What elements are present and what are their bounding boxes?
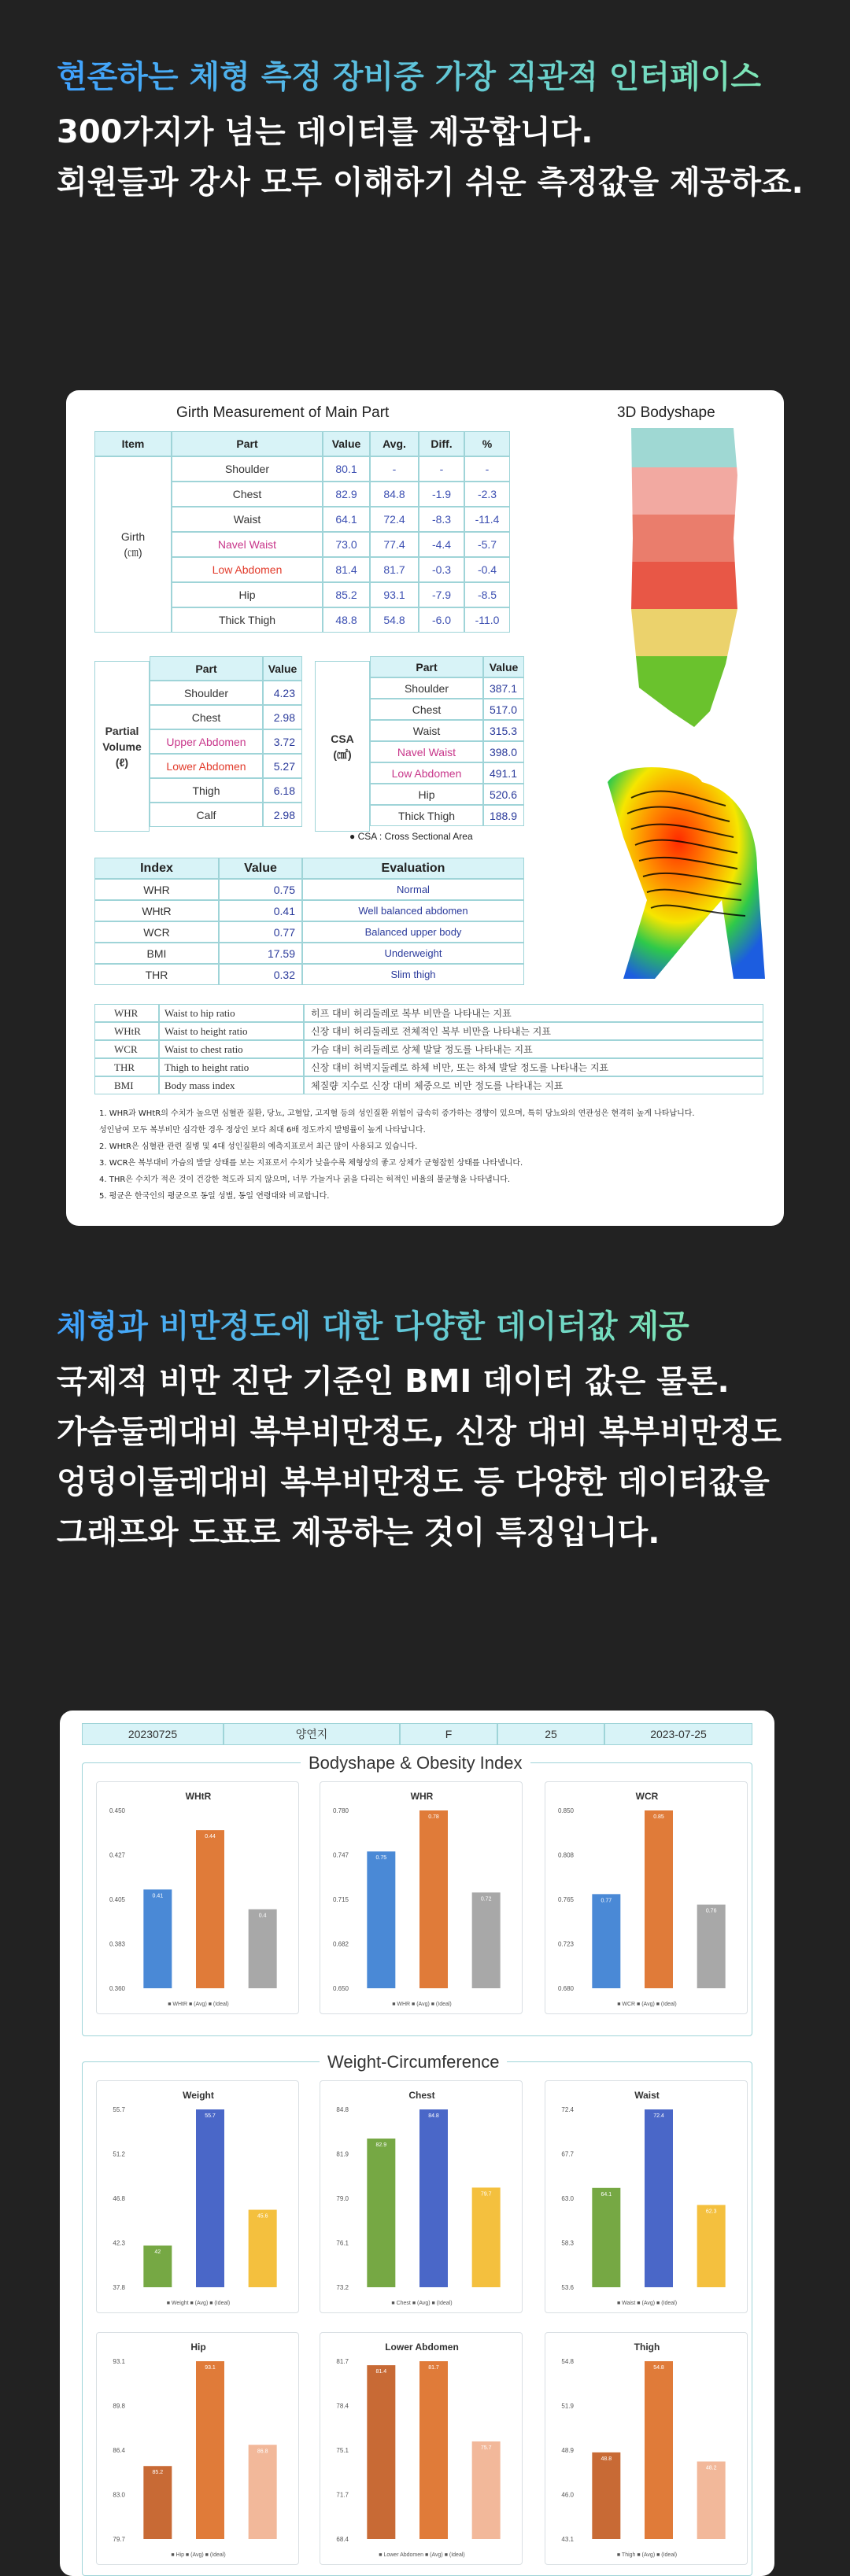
partial-part-cell: Thigh: [150, 778, 263, 803]
index-name-cell: WCR: [94, 921, 219, 943]
y-tick-label: 43.1: [561, 2536, 574, 2543]
chart-svg: [97, 1782, 300, 2015]
y-tick-label: 51.9: [561, 2402, 574, 2410]
y-tick-label: 0.360: [109, 1985, 125, 1992]
bar-value-label: 75.7: [480, 2445, 492, 2451]
member-info-cell: 20230725: [82, 1723, 224, 1745]
bar-value-label: 81.7: [428, 2365, 439, 2371]
girth-part-cell: Navel Waist: [172, 532, 323, 557]
bar: [367, 2139, 395, 2287]
index-header-cell: Evaluation: [302, 858, 524, 879]
index-eval-cell: Underweight: [302, 943, 524, 964]
chart-legend: ■ WHtR ■ (Avg) ■ (Ideal): [168, 2002, 229, 2007]
def-desc-cell: 히프 대비 허리둘레로 복부 비만을 나타내는 지표: [304, 1004, 763, 1022]
girth-part-cell: Low Abdomen: [172, 557, 323, 582]
y-tick-label: 0.765: [557, 1896, 574, 1903]
y-tick-label: 79.7: [113, 2536, 125, 2543]
index-name-cell: THR: [94, 964, 219, 985]
bar-value-label: 0.77: [601, 1898, 612, 1904]
y-tick-label: 81.7: [336, 2358, 349, 2365]
csa-note: ● CSA : Cross Sectional Area: [349, 831, 473, 842]
girth-diff-cell: -6.0: [419, 607, 464, 633]
bar-value-label: 72.4: [653, 2113, 664, 2119]
bar: [697, 2205, 726, 2287]
y-tick-label: 83.0: [113, 2491, 125, 2499]
y-tick-label: 0.383: [109, 1940, 125, 1948]
y-tick-label: 0.780: [332, 1807, 349, 1814]
def-abbr-cell: THR: [94, 1058, 159, 1076]
girth-part-cell: Shoulder: [172, 456, 323, 482]
bar: [472, 2441, 501, 2539]
bar-value-label: 0.4: [258, 1913, 267, 1919]
y-tick-label: 0.808: [557, 1851, 574, 1859]
partial-part-cell: Lower Abdomen: [150, 754, 263, 778]
def-desc-cell: 가슴 대비 허리둘레로 상체 발달 정도를 나타내는 지표: [304, 1040, 763, 1058]
y-tick-label: 0.682: [332, 1940, 349, 1948]
y-tick-label: 0.850: [557, 1807, 574, 1814]
girth-item-label: Girth (㎝): [94, 456, 172, 633]
csa-value-cell: 315.3: [483, 720, 524, 741]
girth-header-cell: Item: [94, 431, 172, 456]
bar: [196, 2361, 224, 2539]
y-tick-label: 71.7: [336, 2491, 349, 2499]
csa-value-cell: 387.1: [483, 677, 524, 699]
chart-legend: ■ Hip ■ (Avg) ■ (Ideal): [171, 2552, 226, 2558]
report-note-line: 1. WHR과 WHtR의 수치가 높으면 심혈관 질환, 당뇨, 고혈압, 고지혈 등의 성인질환 위험이 급속히 증가하는 경향이 있으며, 특히 당뇨와의 연관성은 현격히 높게 나타납니다.: [99, 1109, 695, 1118]
member-info-cell: 25: [497, 1723, 604, 1745]
girth-pct-cell: -2.3: [464, 482, 510, 507]
girth-report-card: [66, 390, 784, 1226]
def-desc-cell: 신장 대비 허리둘레로 전체적인 복부 비만을 나타내는 지표: [304, 1022, 763, 1040]
bar-value-label: 42: [154, 2249, 161, 2255]
y-tick-label: 78.4: [336, 2402, 349, 2410]
bar-value-label: 85.2: [152, 2470, 164, 2476]
partial-volume-label: Partial Volume (ℓ): [94, 661, 150, 832]
y-tick-label: 46.0: [561, 2491, 574, 2499]
report-note-line: 성인남여 모두 복부비만 심각한 경우 정상인 보다 최대 6배 정도까지 발병률이 높게 나타납니다.: [99, 1126, 426, 1135]
y-tick-label: 53.6: [561, 2284, 574, 2291]
def-abbr-cell: WCR: [94, 1040, 159, 1058]
y-tick-label: 0.747: [332, 1851, 349, 1859]
chart-svg: [545, 2081, 748, 2314]
partial-value-cell: 5.27: [263, 754, 302, 778]
girth-pct-cell: -5.7: [464, 532, 510, 557]
index-value-cell: 0.41: [219, 900, 302, 921]
csa-part-cell: Thick Thigh: [370, 805, 483, 826]
csa-part-cell: Hip: [370, 784, 483, 805]
bar-value-label: 0.44: [205, 1834, 216, 1840]
chart-title: WHR: [410, 1791, 434, 1802]
y-tick-label: 55.7: [113, 2106, 125, 2113]
csa-value-cell: 491.1: [483, 762, 524, 784]
y-tick-label: 42.3: [113, 2239, 125, 2247]
bar-value-label: 62.3: [705, 2209, 717, 2215]
y-tick-label: 58.3: [561, 2239, 574, 2247]
def-abbr-cell: WHR: [94, 1004, 159, 1022]
group1-title: Bodyshape & Obesity Index: [301, 1753, 530, 1773]
bar-value-label: 0.72: [480, 1896, 492, 1902]
chart-svg: [97, 2081, 300, 2314]
csa-part-cell: Shoulder: [370, 677, 483, 699]
section2-body: 국제적 비만 진단 기준인 BMI 데이터 값은 물론. 가슴둘레대비 복부비만정도, 신장 대비 복부비만정도 엉덩이둘레대비 복부비만정도 등 다양한 데이터값을 그래프와 도표로 제공하는 것이 특징입니다.: [57, 1364, 782, 1551]
index-eval-cell: Slim thigh: [302, 964, 524, 985]
bar-value-label: 48.8: [601, 2456, 612, 2462]
y-tick-label: 51.2: [113, 2150, 125, 2158]
girth-avg-cell: -: [370, 456, 419, 482]
bar-chart-weight: [96, 2080, 299, 2313]
y-tick-label: 48.9: [561, 2447, 574, 2454]
bar-value-label: 84.8: [428, 2113, 439, 2119]
y-tick-label: 54.8: [561, 2358, 574, 2365]
report-note-line: 5. 평균은 한국인의 평균으로 동일 성별, 동일 연령대와 비교합니다.: [99, 1192, 330, 1201]
bar: [367, 2365, 395, 2539]
bar: [196, 1830, 224, 1988]
y-tick-label: 72.4: [561, 2106, 574, 2113]
bar-value-label: 82.9: [375, 2142, 387, 2149]
bar: [645, 2109, 673, 2287]
chart-legend: ■ Lower Abdomen ■ (Avg) ■ (Ideal): [379, 2552, 465, 2558]
chart-svg: [545, 1782, 748, 2015]
partial-value-cell: 6.18: [263, 778, 302, 803]
girth-avg-cell: 84.8: [370, 482, 419, 507]
partial-part-cell: Upper Abdomen: [150, 729, 263, 754]
bar: [472, 2187, 501, 2287]
y-tick-label: 0.650: [332, 1985, 349, 1992]
chart-title: Chest: [408, 2090, 435, 2101]
bar: [592, 1894, 620, 1988]
girth-diff-cell: -1.9: [419, 482, 464, 507]
chart-legend: ■ WCR ■ (Avg) ■ (Ideal): [617, 2002, 677, 2007]
chart-title: Weight: [183, 2090, 214, 2101]
group2-title: Weight-Circumference: [320, 2052, 507, 2072]
chart-title: WCR: [635, 1791, 659, 1802]
y-tick-label: 46.8: [113, 2195, 125, 2202]
girth-value-cell: 64.1: [323, 507, 370, 532]
girth-part-cell: Thick Thigh: [172, 607, 323, 633]
girth-value-cell: 48.8: [323, 607, 370, 633]
section1-headline: 현존하는 체형 측정 장비중 가장 직관적 인터페이스: [57, 55, 761, 99]
girth-pct-cell: -8.5: [464, 582, 510, 607]
section-interface: [0, 0, 850, 1226]
def-abbr-cell: BMI: [94, 1076, 159, 1094]
chart-svg: [320, 2081, 523, 2314]
def-abbr-cell: WHtR: [94, 1022, 159, 1040]
def-desc-cell: 체질량 지수로 신장 대비 체중으로 비만 정도를 나타내는 지표: [304, 1076, 763, 1094]
partial-header-cell: Value: [263, 656, 302, 681]
girth-title: Girth Measurement of Main Part: [176, 404, 390, 421]
y-tick-label: 89.8: [113, 2402, 125, 2410]
girth-pct-cell: -: [464, 456, 510, 482]
y-tick-label: 0.427: [109, 1851, 125, 1859]
y-tick-label: 0.680: [557, 1985, 574, 1992]
bar: [697, 2461, 726, 2539]
girth-part-cell: Chest: [172, 482, 323, 507]
girth-diff-cell: -8.3: [419, 507, 464, 532]
y-tick-label: 93.1: [113, 2358, 125, 2365]
bar: [472, 1892, 501, 1988]
partial-value-cell: 2.98: [263, 705, 302, 729]
report-note-line: 3. WCR은 복부대비 가슴의 발달 상태를 보는 지표로서 수치가 낮을수록 체형상의 좋고 상체가 균형잡힌 상태를 나타냅니다.: [99, 1159, 523, 1168]
girth-avg-cell: 77.4: [370, 532, 419, 557]
girth-header-cell: Part: [172, 431, 323, 456]
index-eval-cell: Normal: [302, 879, 524, 900]
girth-avg-cell: 81.7: [370, 557, 419, 582]
csa-part-cell: Navel Waist: [370, 741, 483, 762]
y-tick-label: 86.4: [113, 2447, 125, 2454]
y-tick-label: 79.0: [336, 2195, 349, 2202]
bar: [697, 1905, 726, 1988]
girth-part-cell: Waist: [172, 507, 323, 532]
csa-part-cell: Waist: [370, 720, 483, 741]
csa-value-cell: 517.0: [483, 699, 524, 720]
def-name-cell: Waist to height ratio: [159, 1022, 304, 1040]
y-tick-label: 67.7: [561, 2150, 574, 2158]
csa-label: CSA (㎠): [315, 661, 370, 832]
chart-svg: [320, 1782, 523, 2015]
girth-header-cell: Avg.: [370, 431, 419, 456]
bar-value-label: 0.78: [428, 1814, 439, 1820]
index-eval-cell: Well balanced abdomen: [302, 900, 524, 921]
bar-chart-thigh: [545, 2332, 748, 2565]
partial-value-cell: 4.23: [263, 681, 302, 705]
section-data: [0, 1226, 850, 2567]
girth-header-cell: Value: [323, 431, 370, 456]
bar: [419, 2361, 448, 2539]
member-info-cell: 양연지: [224, 1723, 400, 1745]
obesity-report-card: [60, 1711, 774, 2576]
girth-diff-cell: -4.4: [419, 532, 464, 557]
girth-value-cell: 85.2: [323, 582, 370, 607]
csa-part-cell: Low Abdomen: [370, 762, 483, 784]
index-value-cell: 0.75: [219, 879, 302, 900]
csa-value-cell: 520.6: [483, 784, 524, 805]
y-tick-label: 81.9: [336, 2150, 349, 2158]
girth-avg-cell: 72.4: [370, 507, 419, 532]
csa-part-cell: Chest: [370, 699, 483, 720]
index-value-cell: 17.59: [219, 943, 302, 964]
section1-body: 300가지가 넘는 데이터를 제공합니다. 회원들과 강사 모두 이해하기 쉬운 측정값을 제공하죠.: [57, 114, 804, 201]
bar-value-label: 81.4: [375, 2369, 387, 2375]
partial-part-cell: Chest: [150, 705, 263, 729]
bar: [249, 2445, 277, 2539]
bar: [249, 1910, 277, 1988]
chart-title: Hip: [190, 2342, 206, 2353]
girth-value-cell: 73.0: [323, 532, 370, 557]
girth-avg-cell: 93.1: [370, 582, 419, 607]
girth-pct-cell: -11.0: [464, 607, 510, 633]
bar-value-label: 0.76: [705, 1908, 717, 1914]
chart-svg: [320, 2333, 523, 2566]
report-note-line: 2. WHtR은 심혈관 관련 질병 및 4대 성인질환의 예측지표로서 최근 많이 사용되고 있습니다.: [99, 1142, 418, 1151]
bar-chart-chest: [320, 2080, 523, 2313]
bar: [367, 1851, 395, 1988]
bar-value-label: 45.6: [257, 2213, 268, 2220]
bar-chart-wcr: [545, 1781, 748, 2014]
csa-value-cell: 188.9: [483, 805, 524, 826]
bar-value-label: 55.7: [205, 2113, 216, 2119]
def-name-cell: Waist to hip ratio: [159, 1004, 304, 1022]
bar-value-label: 54.8: [653, 2365, 664, 2371]
girth-diff-cell: -7.9: [419, 582, 464, 607]
bar: [592, 2188, 620, 2287]
bar-chart-hip: [96, 2332, 299, 2565]
bar-value-label: 0.75: [375, 1855, 387, 1862]
chart-legend: ■ Chest ■ (Avg) ■ (Ideal): [391, 2301, 453, 2306]
bar: [143, 2466, 172, 2539]
girth-diff-cell: -: [419, 456, 464, 482]
def-name-cell: Body mass index: [159, 1076, 304, 1094]
index-header-cell: Index: [94, 858, 219, 879]
index-value-cell: 0.32: [219, 964, 302, 985]
index-header-cell: Value: [219, 858, 302, 879]
bar-value-label: 48.2: [705, 2465, 717, 2471]
member-info-cell: 2023-07-25: [604, 1723, 752, 1745]
y-tick-label: 63.0: [561, 2195, 574, 2202]
index-eval-cell: Balanced upper body: [302, 921, 524, 943]
y-tick-label: 73.2: [336, 2284, 349, 2291]
bar-chart-lower-abdomen: [320, 2332, 523, 2565]
chart-title: Thigh: [634, 2342, 660, 2353]
bar: [196, 2109, 224, 2287]
bar-chart-whtr: [96, 1781, 299, 2014]
bar-value-label: 0.41: [152, 1893, 164, 1899]
partial-header-cell: Part: [150, 656, 263, 681]
girth-part-cell: Hip: [172, 582, 323, 607]
partial-value-cell: 3.72: [263, 729, 302, 754]
bar-value-label: 64.1: [601, 2191, 612, 2198]
chart-legend: ■ Weight ■ (Avg) ■ (Ideal): [166, 2301, 231, 2306]
csa-header-cell: Part: [370, 656, 483, 677]
girth-pct-cell: -11.4: [464, 507, 510, 532]
def-name-cell: Thigh to height ratio: [159, 1058, 304, 1076]
girth-value-cell: 80.1: [323, 456, 370, 482]
bar: [419, 1810, 448, 1988]
bar-chart-whr: [320, 1781, 523, 2014]
y-tick-label: 37.8: [113, 2284, 125, 2291]
bar-chart-waist: [545, 2080, 748, 2313]
girth-header-cell: %: [464, 431, 510, 456]
bar: [645, 2361, 673, 2539]
chart-legend: ■ Waist ■ (Avg) ■ (Ideal): [616, 2301, 678, 2306]
bar-value-label: 86.8: [257, 2449, 268, 2455]
bar: [249, 2210, 277, 2287]
girth-value-cell: 82.9: [323, 482, 370, 507]
y-tick-label: 0.723: [557, 1940, 574, 1948]
chart-svg: [97, 2333, 300, 2566]
bodyshape-title: 3D Bodyshape: [617, 404, 715, 421]
def-name-cell: Waist to chest ratio: [159, 1040, 304, 1058]
y-tick-label: 76.1: [336, 2239, 349, 2247]
partial-part-cell: Calf: [150, 803, 263, 827]
bar: [592, 2452, 620, 2539]
girth-value-cell: 81.4: [323, 557, 370, 582]
y-tick-label: 0.405: [109, 1896, 125, 1903]
section2-headline: 체형과 비만정도에 대한 다양한 데이터값 제공: [57, 1305, 689, 1349]
girth-diff-cell: -0.3: [419, 557, 464, 582]
girth-avg-cell: 54.8: [370, 607, 419, 633]
y-tick-label: 75.1: [336, 2447, 349, 2454]
y-tick-label: 84.8: [336, 2106, 349, 2113]
bar: [143, 1889, 172, 1988]
chart-legend: ■ WHR ■ (Avg) ■ (Ideal): [392, 2002, 452, 2007]
index-name-cell: WHtR: [94, 900, 219, 921]
bar-value-label: 79.7: [480, 2191, 492, 2198]
3d-bodyshape-illustration: [576, 428, 773, 1010]
member-info-row: [82, 1723, 752, 1745]
bar: [419, 2109, 448, 2287]
y-tick-label: 0.715: [332, 1896, 349, 1903]
index-name-cell: WHR: [94, 879, 219, 900]
chart-title: WHtR: [185, 1791, 212, 1802]
bar-value-label: 0.85: [653, 1814, 664, 1820]
chart-title: Lower Abdomen: [385, 2342, 459, 2353]
chart-svg: [545, 2333, 748, 2566]
partial-part-cell: Shoulder: [150, 681, 263, 705]
report-note-line: 4. THR은 수치가 적은 것이 건강한 척도라 되지 않으며, 너무 가늘거나 굵을 다리는 허적인 비율의 불균형을 나타냅니다.: [99, 1175, 511, 1184]
csa-header-cell: Value: [483, 656, 524, 677]
y-tick-label: 0.450: [109, 1807, 125, 1814]
girth-pct-cell: -0.4: [464, 557, 510, 582]
csa-value-cell: 398.0: [483, 741, 524, 762]
chart-legend: ■ Thigh ■ (Avg) ■ (Ideal): [616, 2552, 678, 2558]
index-name-cell: BMI: [94, 943, 219, 964]
def-desc-cell: 신장 대비 허벅지둘레로 하체 비만, 또는 하체 발달 정도를 나타내는 지표: [304, 1058, 763, 1076]
girth-header-cell: Diff.: [419, 431, 464, 456]
partial-value-cell: 2.98: [263, 803, 302, 827]
member-info-cell: F: [400, 1723, 497, 1745]
bar-value-label: 93.1: [205, 2365, 216, 2371]
index-value-cell: 0.77: [219, 921, 302, 943]
bar: [645, 1810, 673, 1988]
y-tick-label: 68.4: [336, 2536, 349, 2543]
chart-title: Waist: [634, 2090, 660, 2101]
